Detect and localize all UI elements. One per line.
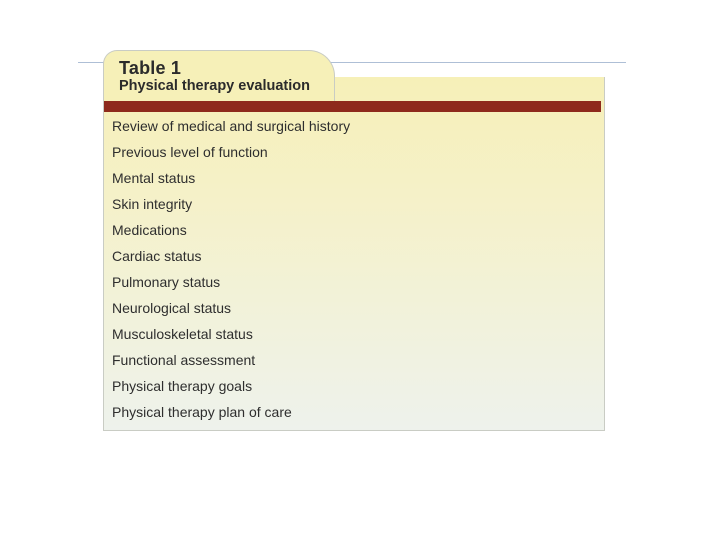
table-title: Physical therapy evaluation [119,78,310,94]
list-item: Physical therapy plan of care [112,404,292,420]
list-item: Previous level of function [112,144,268,160]
list-item: Neurological status [112,300,232,316]
list-item: Functional assessment [112,352,256,368]
list-item: Mental status [112,170,196,186]
list-item: Physical therapy goals [112,378,253,394]
list-item: Skin integrity [112,196,193,212]
list-item: Pulmonary status [112,274,221,290]
evaluation-items-list [112,116,350,428]
list-item: Review of medical and surgical history [112,118,351,134]
table-label: Table 1 [119,58,182,78]
list-item: Musculoskeletal status [112,326,253,342]
list-item: Cardiac status [112,248,202,264]
list-item: Medications [112,222,187,238]
header-accent-bar [104,101,601,112]
